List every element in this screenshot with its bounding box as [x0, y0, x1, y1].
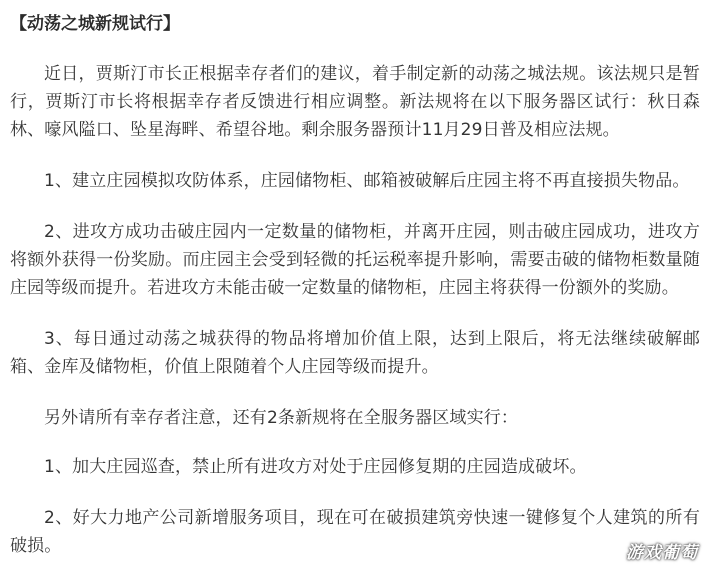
paragraph-new-rule-2: 2、好大力地产公司新增服务项目，现在可在破损建筑旁快速一键修复个人建筑的所有破损。 — [10, 508, 700, 556]
paragraph-rule-3: 3、每日通过动荡之城获得的物品将增加价值上限，达到上限后，将无法继续破解邮箱、金库及储物柜，价值上限随着个人庄园等级而提升。 — [10, 329, 700, 377]
paragraph-notice: 另外请所有幸存者注意，还有2条新规将在全服务器区域实行： — [44, 408, 519, 428]
wechat-bubble-icon — [598, 542, 620, 560]
paragraph-rule-2: 2、进攻方成功击破庄园内一定数量的储物柜，并离开庄园，则击破庄园成功，进攻方将额外获得一份奖励。而庄园主会受到轻微的托运税率提升影响，需要击破的储物柜数量随庄园等级而提升。若进攻方未能击破一定数量的储物柜，庄园主将获得一份额外的奖励。 — [10, 222, 700, 298]
paragraph-intro: 近日，贾斯汀市长正根据幸存者们的建议，着手制定新的动荡之城法规。该法规只是暂行，贾斯汀市长将根据幸存者反馈进行相应调整。新法规将在以下服务器区试行：秋日森林、嚎风隘口、坠星海畔、希望谷地。剩余服务器预计11月29日普及相应法规。 — [10, 64, 700, 140]
paragraph-rule-1: 1、建立庄园模拟攻防体系，庄园储物柜、邮箱被破解后庄园主将不再直接损失物品。 — [44, 171, 690, 191]
article — [10, 11, 700, 583]
article-title: 【动荡之城新规试行】 — [10, 14, 180, 34]
watermark — [598, 538, 698, 563]
paragraph-new-rule-1: 1、加大庄园巡查，禁止所有进攻方对处于庄园修复期的庄园造成破坏。 — [44, 457, 587, 477]
watermark-text: 游戏葡萄 — [626, 543, 698, 563]
